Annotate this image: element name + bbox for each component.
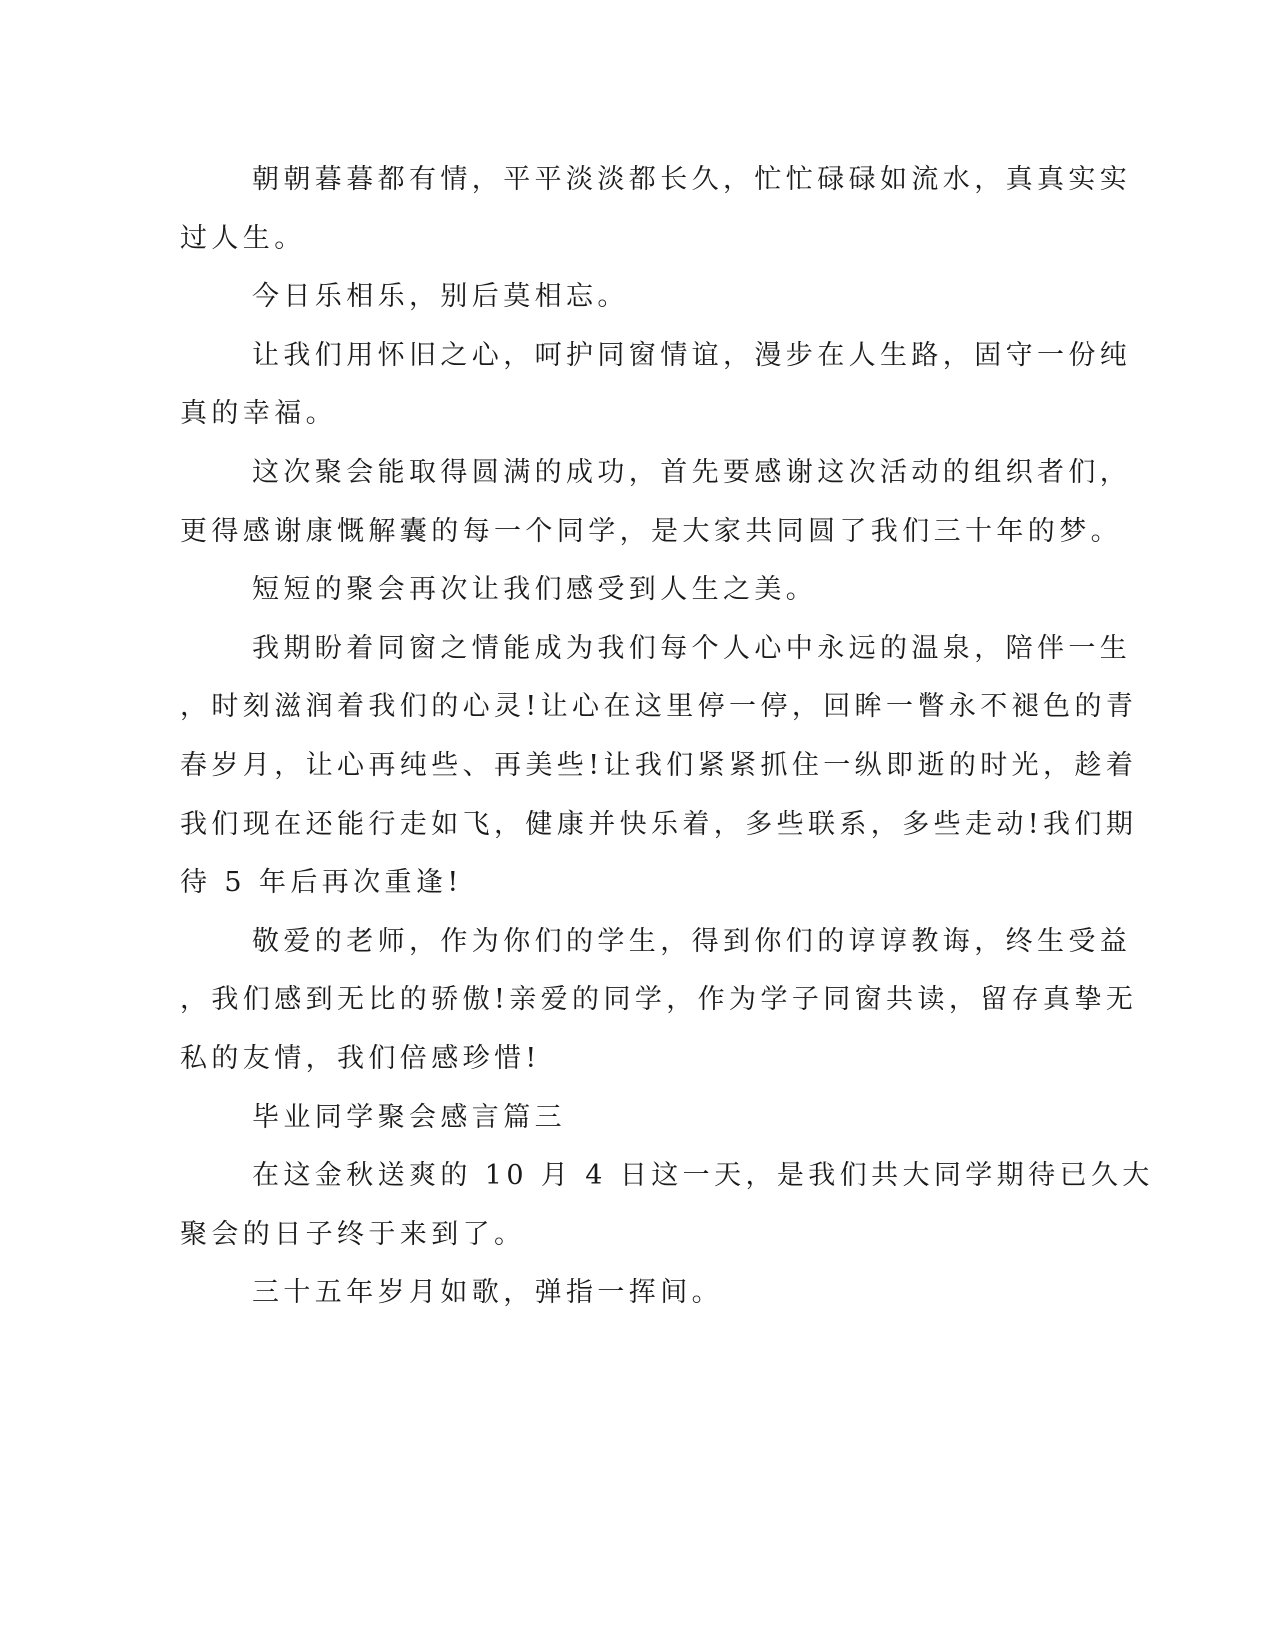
text-line: 过人生。: [180, 222, 306, 254]
document-page: [180, 151, 1154, 1323]
text-line: 私的友情，我们倍感珍惜!: [180, 1042, 541, 1074]
text-line: 聚会的日子终于来到了。: [180, 1218, 526, 1250]
text-line: 真的幸福。: [180, 398, 337, 430]
section-heading: 毕业同学聚会感言篇三: [252, 1101, 566, 1133]
text-line: ，我们感到无比的骄傲!亲爱的同学，作为学子同窗共读，留存真挚无: [180, 984, 1138, 1016]
text-line: 更得感谢康慨解囊的每一个同学，是大家共同圆了我们三十年的梦。: [180, 515, 1122, 547]
text-line: 今日乐相乐，别后莫相忘。: [252, 281, 629, 313]
text-line: 短短的聚会再次让我们感受到人生之美。: [252, 574, 818, 606]
text-line: 三十五年岁月如歌，弹指一挥间。: [252, 1277, 723, 1309]
text-line: 敬爱的老师，作为你们的学生，得到你们的谆谆教诲，终生受益: [252, 925, 1132, 957]
text-line: 朝朝暮暮都有情，平平淡淡都长久，忙忙碌碌如流水，真真实实: [252, 164, 1132, 195]
text-line: 让我们用怀旧之心，呵护同窗情谊，漫步在人生路，固守一份纯: [252, 339, 1132, 371]
text-line: 春岁月，让心再纯些、再美些!让我们紧紧抓住一纵即逝的时光，趁着: [180, 749, 1138, 781]
text-line: 我期盼着同窗之情能成为我们每个人心中永远的温泉，陪伴一生: [252, 632, 1132, 664]
text-line: ，时刻滋润着我们的心灵!让心在这里停一停，回眸一瞥永不褪色的青: [180, 691, 1138, 723]
text-line: 待 5 年后再次重逢!: [180, 867, 463, 899]
text-line: 在这金秋送爽的 10 月 4 日这一天，是我们共大同学期待已久大: [252, 1160, 1154, 1192]
text-line: 这次聚会能取得圆满的成功，首先要感谢这次活动的组织者们，: [252, 456, 1132, 488]
text-line: 我们现在还能行走如飞，健康并快乐着，多些联系，多些走动!我们期: [180, 808, 1138, 840]
